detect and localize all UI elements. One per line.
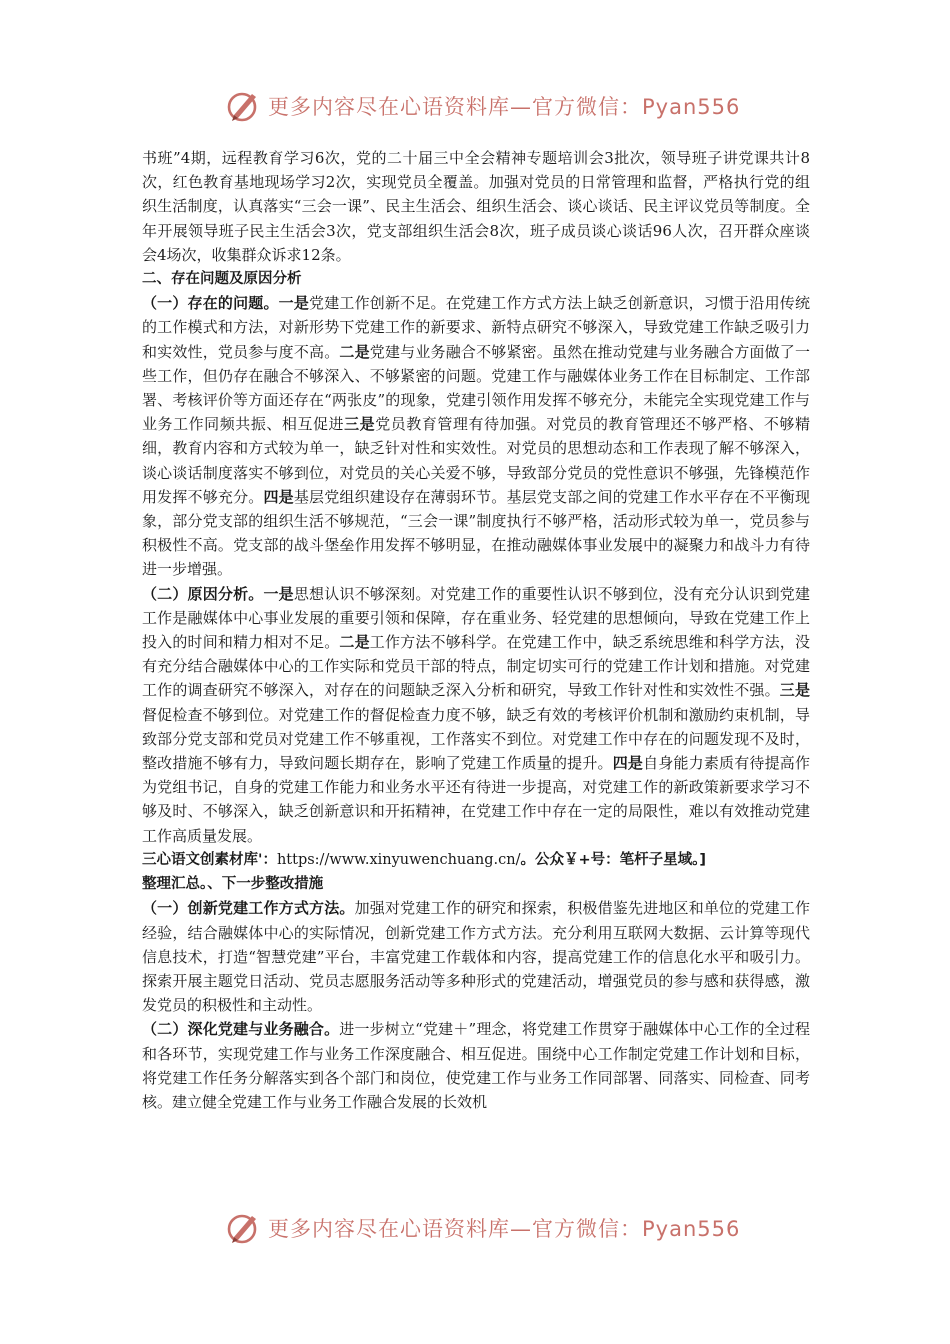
marker: 四是	[263, 487, 294, 506]
marker: 四是	[612, 754, 644, 773]
marker: 一是	[263, 584, 294, 603]
paragraph-innovate-methods	[142, 896, 810, 1017]
pen-logo-icon	[226, 88, 262, 124]
source-suffix: 。公众￥+号：笔杆子星域。]	[520, 851, 707, 868]
problem-text: 基层党组织建设存在薄弱环节。基层党支部之间的党建工作水平存在不平衡现象，部分党支部的组织生活不够规范，“三会一课”制度执行不够严格，活动形式较为单一，党员参与积极性不高。党支部的战斗堡垒作用发挥不够明显，在推动融媒体事业发展中的凝聚力和战斗力有待进一步增强。	[142, 487, 810, 579]
document-body	[142, 146, 810, 1114]
problem-text: 党员教育管理有待加强。对党员的教育管理还不够严格、不够精细，教育内容和方式较为单一，缺乏针对性和实效性。对党员的思想动态和工作表现了解不够深入，谈心谈话制度落实不够到位，对党员的关心关爱不够，导致部分党员的党性意识不够强，先锋模范作用发挥不够充分。	[142, 415, 810, 506]
paragraph-existing-problems	[142, 291, 810, 581]
subheading-innovate-methods: （一）创新党建工作方式方法。	[142, 899, 355, 918]
cause-text: 思想认识不够深刻。对党建工作的重要性认识不够到位，没有充分认识到党建工作是融媒体中心事业发展的重要引领和保障，存在重业务、轻党建的思想倾向，导致在党建工作上投入的时间和精力相对不足。	[142, 584, 810, 652]
marker: 二是	[339, 342, 370, 361]
footer-watermark-banner	[226, 1208, 746, 1248]
problem-text: 党建与业务融合不够紧密。虽然在推动党建与业务融合方面做了一些工作，但仍存在融合不够深入、不够紧密的问题。党建工作与融媒体业务工作在目标制定、工作部署、考核评价等方面还存在“两张皮”的现象，党建引领作用发挥不够充分，未能完全实现党建工作与业务工作同频共振、相互促进	[142, 342, 810, 434]
section-heading-problems: 二、存在问题及原因分析	[142, 271, 302, 288]
pen-logo-icon	[226, 1210, 262, 1246]
marker: 一是	[278, 294, 310, 313]
cause-text: 自身能力素质有待提高作为党组书记，自身的党建工作能力和业务水平还有待进一步提高，对党建工作的新政策新要求学习不够及时、不够深入，缺乏创新意识和开拓精神，在党建工作中存在一定的局限性，难以有效推动党建工作高质量发展。	[142, 754, 810, 845]
measure-text: 进一步树立“党建＋”理念，将党建工作贯穿于融媒体中心工作的全过程和各环节，实现党建工作与业务工作深度融合、相互促进。围绕中心工作制定党建工作计划和目标，将党建工作任务分解落实到各个部门和岗位，使党建工作与业务工作同部署、同落实、同检查、同考核。建立健全党建工作与业务工作融合发展的长效机	[142, 1020, 810, 1111]
inserted-source-line	[142, 848, 810, 872]
marker: 二是	[339, 633, 370, 652]
source-label: 三心语文创素材库'：	[142, 851, 277, 868]
paragraph-cause-analysis	[142, 582, 810, 848]
banner-text: 更多内容尽在心语资料库—官方微信：Pyan556	[268, 1217, 741, 1241]
cause-text: 工作方法不够科学。在党建工作中，缺乏系统思维和科学方法，没有充分结合融媒体中心的工作实际和党员干部的特点，制定切实可行的党建工作计划和措施。对党建工作的调查研究不够深入，对存在的问题缺乏深入分析和研究，导致工作针对性和实效性不强。	[142, 633, 810, 700]
source-url: https://www.xinyuwenchuang.cn/	[276, 851, 521, 868]
marker: 三是	[779, 681, 810, 700]
problem-text: 党建工作创新不足。在党建工作方式方法上缺乏创新意识，习惯于沿用传统的工作模式和方法，对新形势下党建工作的新要求、新特点研究不够深入，导致党建工作缺乏吸引力和实效性，党员参与度不高。	[142, 294, 810, 361]
marker: 三是	[344, 415, 376, 434]
section-heading-rectification: 整理汇总。、下一步整改措施	[142, 876, 324, 893]
banner-text: 更多内容尽在心语资料库—官方微信：Pyan556	[268, 95, 741, 119]
measure-text: 加强对党建工作的研究和探索，积极借鉴先进地区和单位的党建工作经验，结合融媒体中心的实际情况，创新党建工作方式方法。充分利用互联网大数据、云计算等现代信息技术，打造“智慧党建”平台，丰富党建工作载体和内容，提高党建工作的信息化水平和吸引力。探索开展主题党日活动、党员志愿服务活动等多种形式的党建活动，增强党员的参与感和获得感，激发党员的积极性和主动性。	[142, 899, 810, 1015]
header-watermark-banner	[226, 86, 746, 126]
cause-text: 督促检查不够到位。对党建工作的督促检查力度不够，缺乏有效的考核评价机制和激励约束机制，导致部分党支部和党员对党建工作不够重视，工作落实不到位。对党建工作中存在的问题发现不及时，整改措施不够有力，导致问题长期存在，影响了党建工作质量的提升。	[142, 705, 810, 773]
subheading-cause-analysis: （二）原因分析。	[142, 584, 264, 603]
subheading-existing-problems: （一）存在的问题。	[142, 294, 279, 313]
subheading-deepen-integration: （二）深化党建与业务融合。	[142, 1020, 340, 1039]
paragraph-deepen-integration	[142, 1017, 810, 1114]
paragraph-summary: 书班”4期，远程教育学习6次，党的二十届三中全会精神专题培训会3批次，领导班子讲党课共计8次，红色教育基地现场学习2次，实现党员全覆盖。加强对党员的日常管理和监督，严格执行党的组织生活制度，认真落实“三会一课”、民主生活会、组织生活会、谈心谈话、民主评议党员等制度。全年开展领导班子民主生活会3次，党支部组织生活会8次，班子成员谈心谈话96人次，召开群众座谈会4场次，收集群众诉求12条。	[142, 149, 810, 264]
